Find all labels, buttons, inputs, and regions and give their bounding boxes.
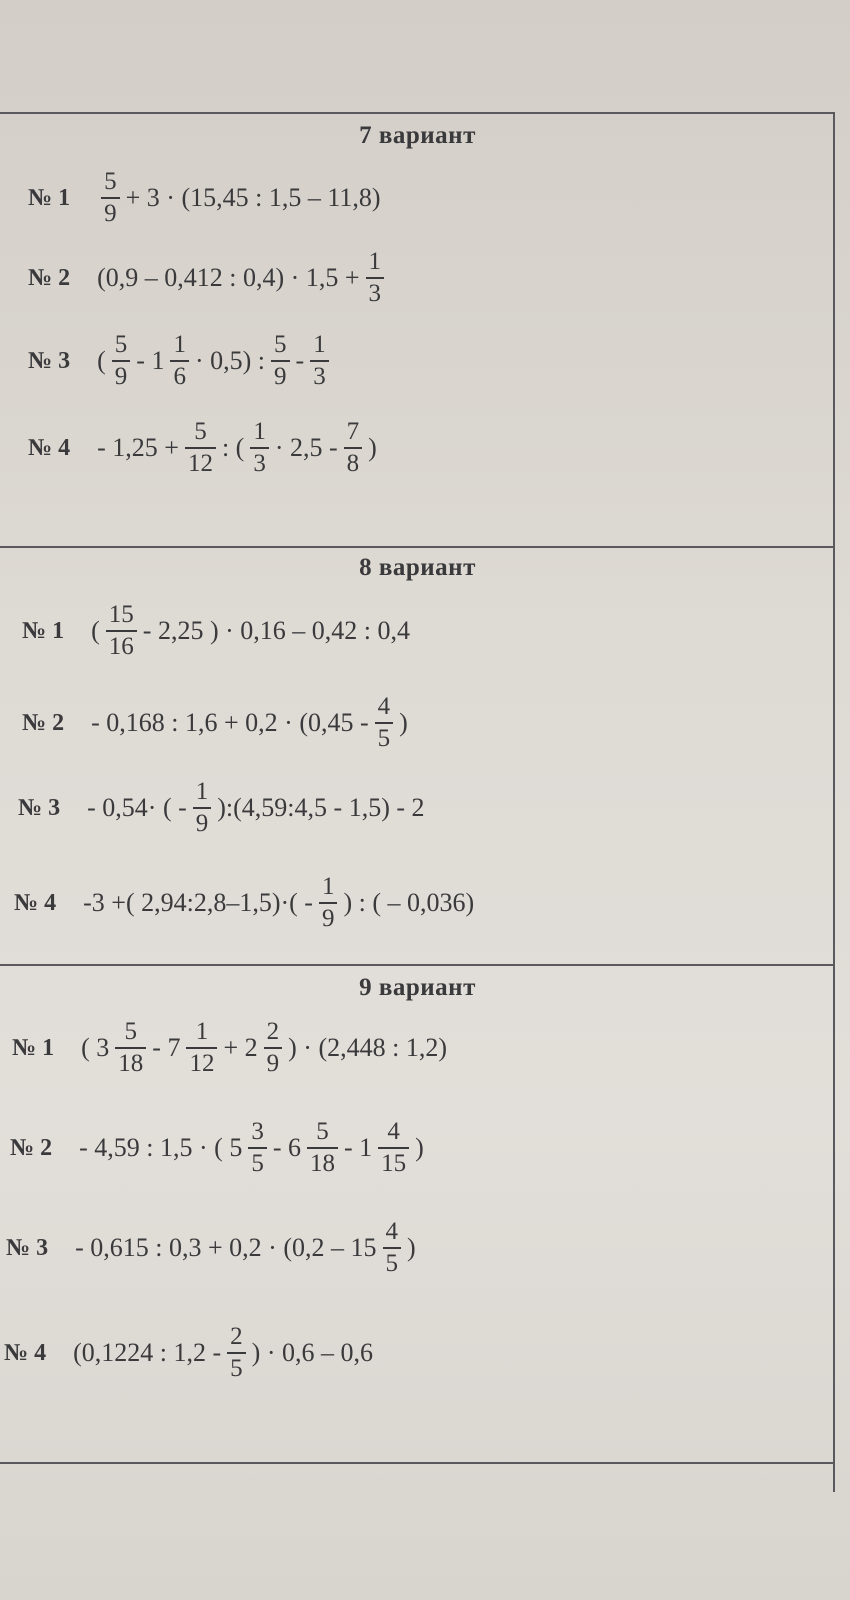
task-expression xyxy=(82,874,475,933)
fraction-numerator: 2 xyxy=(230,1323,243,1350)
task-row xyxy=(4,1324,374,1383)
expression-text: - xyxy=(295,346,305,376)
fraction-bar xyxy=(378,1147,409,1149)
task-row xyxy=(28,169,382,228)
fraction-bar xyxy=(106,630,137,632)
task-expression xyxy=(90,602,411,661)
section-divider xyxy=(0,1462,835,1464)
expression-text: + 3 · (15,45 : 1,5 – 11,8) xyxy=(125,183,381,213)
fraction-numerator: 3 xyxy=(251,1118,264,1145)
task-expression xyxy=(80,1019,448,1078)
fraction-denominator: 16 xyxy=(108,633,134,661)
fraction-bar xyxy=(115,1047,146,1049)
fraction-bar xyxy=(248,1147,267,1149)
fraction-numerator: 1 xyxy=(313,331,326,358)
expression-text: - 1 xyxy=(344,1133,373,1163)
fraction-numerator: 1 xyxy=(195,778,209,805)
task-number: № 1 xyxy=(12,1034,55,1061)
fraction-bar xyxy=(170,360,189,362)
fraction-denominator: 9 xyxy=(321,905,335,933)
fraction xyxy=(319,874,338,933)
task-expression xyxy=(86,779,425,838)
section-divider xyxy=(0,964,835,966)
fraction-denominator: 5 xyxy=(230,1355,243,1383)
fraction-denominator: 18 xyxy=(118,1050,144,1078)
fraction xyxy=(250,419,269,478)
fraction-bar xyxy=(271,360,290,362)
fraction xyxy=(186,1019,217,1078)
task-expression xyxy=(72,1324,374,1383)
fraction-bar xyxy=(112,360,131,362)
fraction xyxy=(271,332,290,391)
task-row xyxy=(22,694,409,753)
expression-text: ( 3 xyxy=(81,1033,110,1063)
fraction xyxy=(366,249,385,308)
task-row xyxy=(6,1219,417,1278)
task-row xyxy=(18,779,426,838)
task-number: № 1 xyxy=(22,617,65,644)
task-row xyxy=(12,1019,448,1078)
expression-text: - 6 xyxy=(272,1133,301,1163)
fraction xyxy=(378,1119,409,1178)
fraction xyxy=(193,779,212,838)
fraction-numerator: 1 xyxy=(253,418,266,445)
fraction-denominator: 9 xyxy=(195,810,209,838)
task-number: № 4 xyxy=(28,434,71,461)
fraction-bar xyxy=(344,447,363,449)
fraction-denominator: 3 xyxy=(253,450,266,478)
fraction-denominator: 18 xyxy=(310,1150,335,1178)
fraction-numerator: 5 xyxy=(114,331,128,358)
fraction-numerator: 5 xyxy=(274,331,287,358)
fraction-bar xyxy=(101,197,120,199)
task-expression xyxy=(90,694,409,753)
task-expression xyxy=(96,249,389,308)
fraction-bar xyxy=(310,360,329,362)
task-row xyxy=(14,874,475,933)
expression-text: ( xyxy=(91,616,100,646)
expression-text: · 0,5) : xyxy=(194,346,266,376)
task-number: № 2 xyxy=(28,264,71,291)
task-number: № 4 xyxy=(14,889,57,916)
expression-text: - 7 xyxy=(152,1033,181,1063)
task-expression xyxy=(74,1219,417,1278)
fraction-bar xyxy=(250,447,269,449)
fraction-bar xyxy=(366,277,385,279)
task-row xyxy=(22,602,411,661)
task-number: № 1 xyxy=(28,184,71,211)
fraction xyxy=(375,694,394,753)
fraction-numerator: 5 xyxy=(194,418,207,445)
expression-text: - 1 xyxy=(136,346,165,376)
fraction-numerator: 1 xyxy=(173,331,186,358)
fraction-numerator: 1 xyxy=(368,248,381,275)
fraction-denominator: 5 xyxy=(377,725,391,753)
expression-text: ) xyxy=(399,708,408,738)
expression-text: (0,9 – 0,412 : 0,4) · 1,5 + xyxy=(97,263,360,293)
fraction xyxy=(383,1219,402,1278)
expression-text: ) : ( – 0,036) xyxy=(343,888,475,918)
expression-text: : ( xyxy=(221,433,245,463)
fraction-bar xyxy=(319,902,338,904)
fraction xyxy=(227,1324,246,1383)
expression-text: ) xyxy=(368,433,377,463)
fraction xyxy=(264,1019,283,1078)
task-row xyxy=(10,1119,425,1178)
variants-table xyxy=(0,112,835,1492)
fraction-numerator: 2 xyxy=(266,1018,280,1045)
fraction-numerator: 7 xyxy=(346,418,360,445)
fraction-bar xyxy=(186,1047,217,1049)
fraction-bar xyxy=(227,1352,246,1354)
fraction-numerator: 5 xyxy=(316,1118,329,1145)
fraction-bar xyxy=(264,1047,283,1049)
fraction-numerator: 4 xyxy=(377,693,391,720)
expression-text: ) · (2,448 : 1,2) xyxy=(288,1033,447,1063)
fraction xyxy=(170,332,189,391)
fraction xyxy=(344,419,363,478)
fraction-denominator: 9 xyxy=(104,200,117,228)
fraction-bar xyxy=(193,807,212,809)
task-number: № 3 xyxy=(18,794,61,821)
fraction-numerator: 4 xyxy=(385,1218,398,1245)
fraction-denominator: 5 xyxy=(251,1150,264,1178)
fraction-denominator: 6 xyxy=(173,363,186,391)
fraction-denominator: 9 xyxy=(274,363,287,391)
fraction xyxy=(106,602,137,661)
expression-text: ):(4,59:4,5 - 1,5) - 2 xyxy=(217,793,425,823)
variant-title: 8 вариант xyxy=(359,554,476,581)
task-number: № 2 xyxy=(22,709,65,736)
fraction xyxy=(248,1119,267,1178)
fraction-numerator: 5 xyxy=(124,1018,138,1045)
variant-title: 7 вариант xyxy=(359,122,476,149)
expression-text: · 2,5 - xyxy=(274,433,338,463)
task-number: № 3 xyxy=(28,347,71,374)
fraction-denominator: 8 xyxy=(346,450,360,478)
fraction-numerator: 4 xyxy=(387,1118,400,1145)
fraction xyxy=(307,1119,338,1178)
task-row xyxy=(28,249,389,308)
expression-text: ) xyxy=(415,1133,424,1163)
fraction xyxy=(101,169,120,228)
task-expression xyxy=(96,332,334,391)
fraction-bar xyxy=(375,722,394,724)
fraction-denominator: 9 xyxy=(114,363,128,391)
task-number: № 4 xyxy=(4,1339,47,1366)
fraction-bar xyxy=(307,1147,338,1149)
expression-text: ) xyxy=(407,1233,416,1263)
fraction-numerator: 5 xyxy=(104,168,117,195)
expression-text: ( xyxy=(97,346,106,376)
fraction-numerator: 15 xyxy=(108,601,134,628)
section-divider xyxy=(0,546,835,548)
task-number: № 3 xyxy=(6,1234,49,1261)
fraction-bar xyxy=(383,1247,402,1249)
task-number: № 2 xyxy=(10,1134,53,1161)
expression-text: + 2 xyxy=(223,1033,258,1063)
fraction-denominator: 5 xyxy=(385,1250,398,1278)
task-expression xyxy=(96,169,381,228)
fraction-numerator: 1 xyxy=(321,873,335,900)
task-expression xyxy=(78,1119,425,1178)
fraction xyxy=(115,1019,146,1078)
fraction xyxy=(112,332,131,391)
expression-text: - 0,615 : 0,3 + 0,2 · (0,2 – 15 xyxy=(75,1233,377,1263)
task-row xyxy=(28,332,334,391)
fraction-denominator: 12 xyxy=(189,1050,215,1078)
task-expression xyxy=(96,419,378,478)
fraction-denominator: 15 xyxy=(381,1150,407,1178)
fraction-denominator: 3 xyxy=(313,363,326,391)
fraction-denominator: 9 xyxy=(266,1050,280,1078)
fraction xyxy=(185,419,216,478)
fraction-denominator: 3 xyxy=(368,280,381,308)
expression-text: - 4,59 : 1,5 · ( 5 xyxy=(79,1133,243,1163)
expression-text: - 0,54· ( - xyxy=(87,793,187,823)
task-row xyxy=(28,419,378,478)
fraction xyxy=(310,332,329,391)
fraction-bar xyxy=(185,447,216,449)
variant-title: 9 вариант xyxy=(359,974,476,1001)
expression-text: - 0,168 : 1,6 + 0,2 · (0,45 - xyxy=(91,708,369,738)
expression-text: - 2,25 ) · 0,16 – 0,42 : 0,4 xyxy=(142,616,410,646)
expression-text: (0,1224 : 1,2 - xyxy=(73,1338,222,1368)
expression-text: ) · 0,6 – 0,6 xyxy=(251,1338,373,1368)
expression-text: -3 +( 2,94:2,8–1,5)·( - xyxy=(83,888,313,918)
expression-text: - 1,25 + xyxy=(97,433,179,463)
fraction-numerator: 1 xyxy=(195,1018,209,1045)
fraction-denominator: 12 xyxy=(187,450,213,478)
